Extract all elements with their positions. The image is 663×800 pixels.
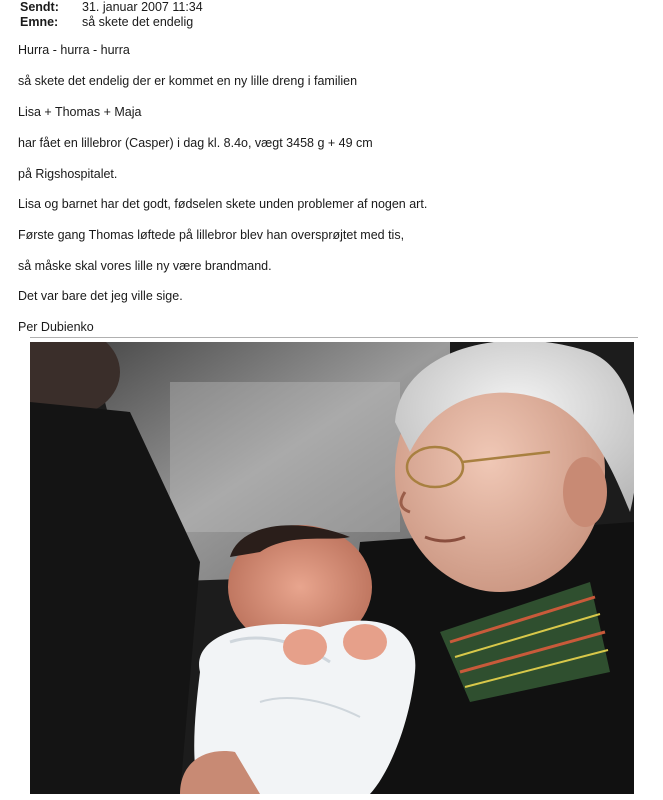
photo	[30, 342, 634, 794]
body-line: Første gang Thomas løftede på lillebror blev han oversprøjtet med tis,	[18, 228, 405, 242]
sent-value: 31. januar 2007 11:34	[82, 0, 203, 14]
sent-label: Sendt:	[20, 0, 59, 14]
body-line: på Rigshospitalet.	[18, 167, 118, 181]
body-line: Lisa og barnet har det godt, fødselen skete unden problemer af nogen art.	[18, 197, 428, 211]
sent-row	[20, 0, 203, 14]
separator-rule	[30, 337, 638, 338]
subject-value: så skete det endelig	[82, 15, 194, 29]
subject-row	[20, 15, 193, 29]
body-line: Hurra - hurra - hurra	[18, 43, 130, 57]
body-line: Lisa + Thomas + Maja	[18, 105, 142, 119]
body-line: Det var bare det jeg ville sige.	[18, 289, 183, 303]
body-line: så skete det endelig der er kommet en ny lille dreng i familien	[18, 74, 358, 88]
body-line: har fået en lillebror (Casper) i dag kl. 8.4o, vægt 3458 g + 49 cm	[18, 136, 373, 150]
photo-grandfather-holding-newborn-icon	[30, 342, 634, 794]
subject-label: Emne:	[20, 15, 59, 29]
body-line: så måske skal vores lille ny være brandmand.	[18, 259, 272, 273]
signature: Per Dubienko	[18, 320, 94, 334]
